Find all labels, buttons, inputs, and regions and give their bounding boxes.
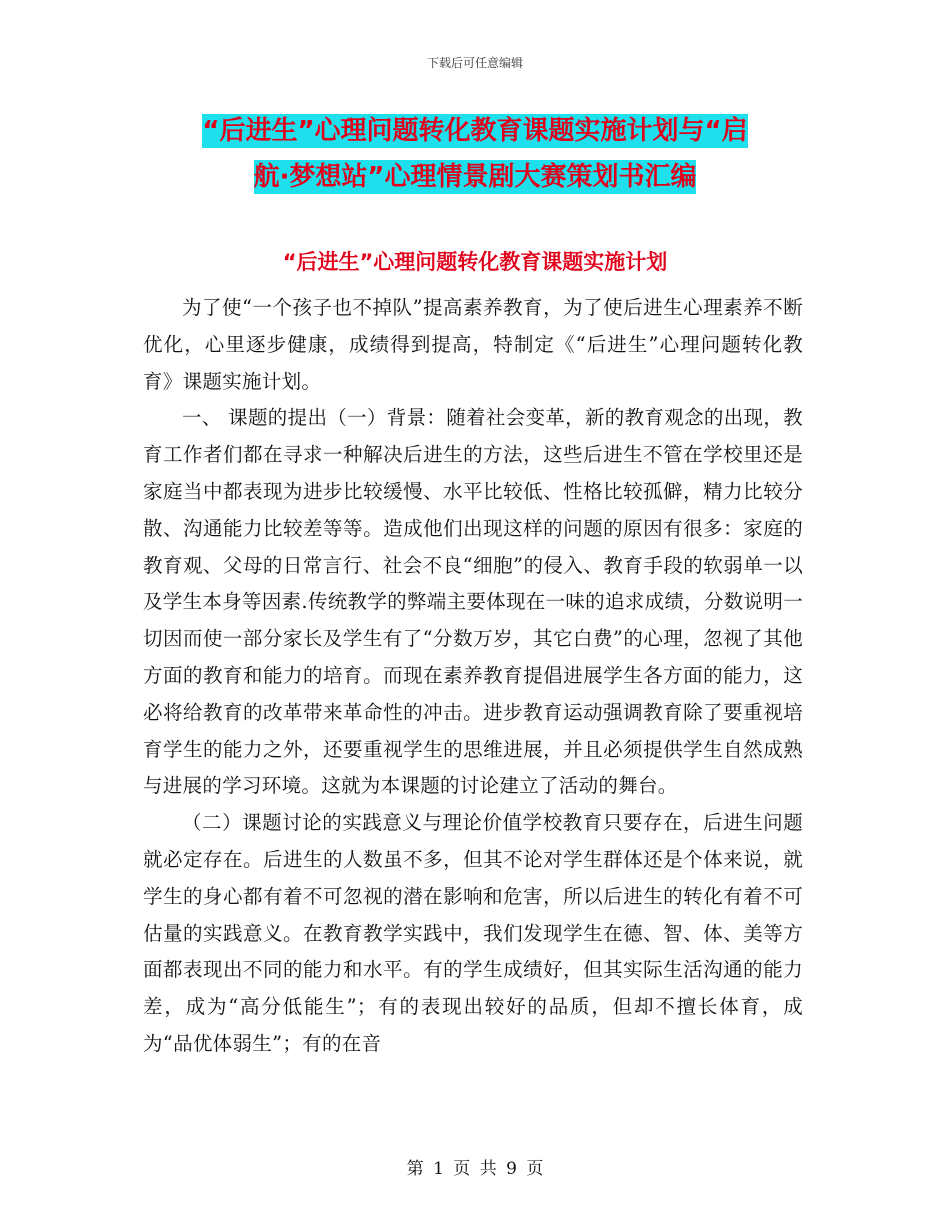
paragraph-background: 一、 课题的提出（一）背景：随着社会变革，新的教育观念的出现，教育工作者们都在寻求一种解决后进生的方法，这些后进生不管在学校里还是家庭当中都表现为进步比较缓慢、水平比较低、性格比较孤僻，精力比较分散、沟通能力比较差等等。造成他们出现这样的问题的原因有很多：家庭的教育观、父母的日常言行、社会不良“细胞”的侵入、教育手段的软弱单一以及学生本身等因素.传统教学的弊端主要体现在一味的追求成绩，分数说明一切因而使一部分家长及学生有了“分数万岁，其它白费”的心理，忽视了其他方面的教育和能力的培育。而现在素养教育提倡进展学生各方面的能力，这必将给教育的改革带来革命性的冲击。进步教育运动强调教育除了要重视培育学生的能力之外，还要重视学生的思维进展，并且必须提供学生自然成熟与进展的学习环境。这就为本课题的讨论建立了活动的舞台。 (143, 406, 803, 798)
main-title-line-1: “后进生”心理问题转化教育课题实施计划与“启 (202, 116, 748, 146)
section-title: “后进生”心理问题转化教育课题实施计划 (282, 250, 668, 274)
paragraph-intro: 为了使“一个孩子也不掉队”提高素养教育，为了使后进生心理素养不断优化，心里逐步健康，成绩得到提高，特制定《“后进生”心理问题转化教育》课题实施计划。 (143, 296, 803, 393)
page-number-footer: 第 1 页 共 9 页 (406, 1159, 544, 1179)
main-title (120, 108, 830, 200)
body-text (143, 290, 803, 1063)
main-title-line-2: 航·梦想站”心理情景剧大赛策划书汇编 (253, 162, 697, 192)
page-header-note: 下载后可任意编辑 (426, 56, 523, 70)
paragraph-significance: （二）课题讨论的实践意义与理论价值学校教育只要存在，后进生问题就必定存在。后进生的人数虽不多，但其不论对学生群体还是个体来说，就学生的身心都有着不可忽视的潜在影响和危害，所以后进生的转化有着不可估量的实践意义。在教育教学实践中，我们发现学生在德、智、体、美等方面都表现出不同的能力和水平。有的学生成绩好，但其实际生活沟通的能力差，成为“高分低能生”；有的表现出较好的品质，但却不擅长体育，成为“品优体弱生”；有的在音 (143, 811, 803, 1055)
